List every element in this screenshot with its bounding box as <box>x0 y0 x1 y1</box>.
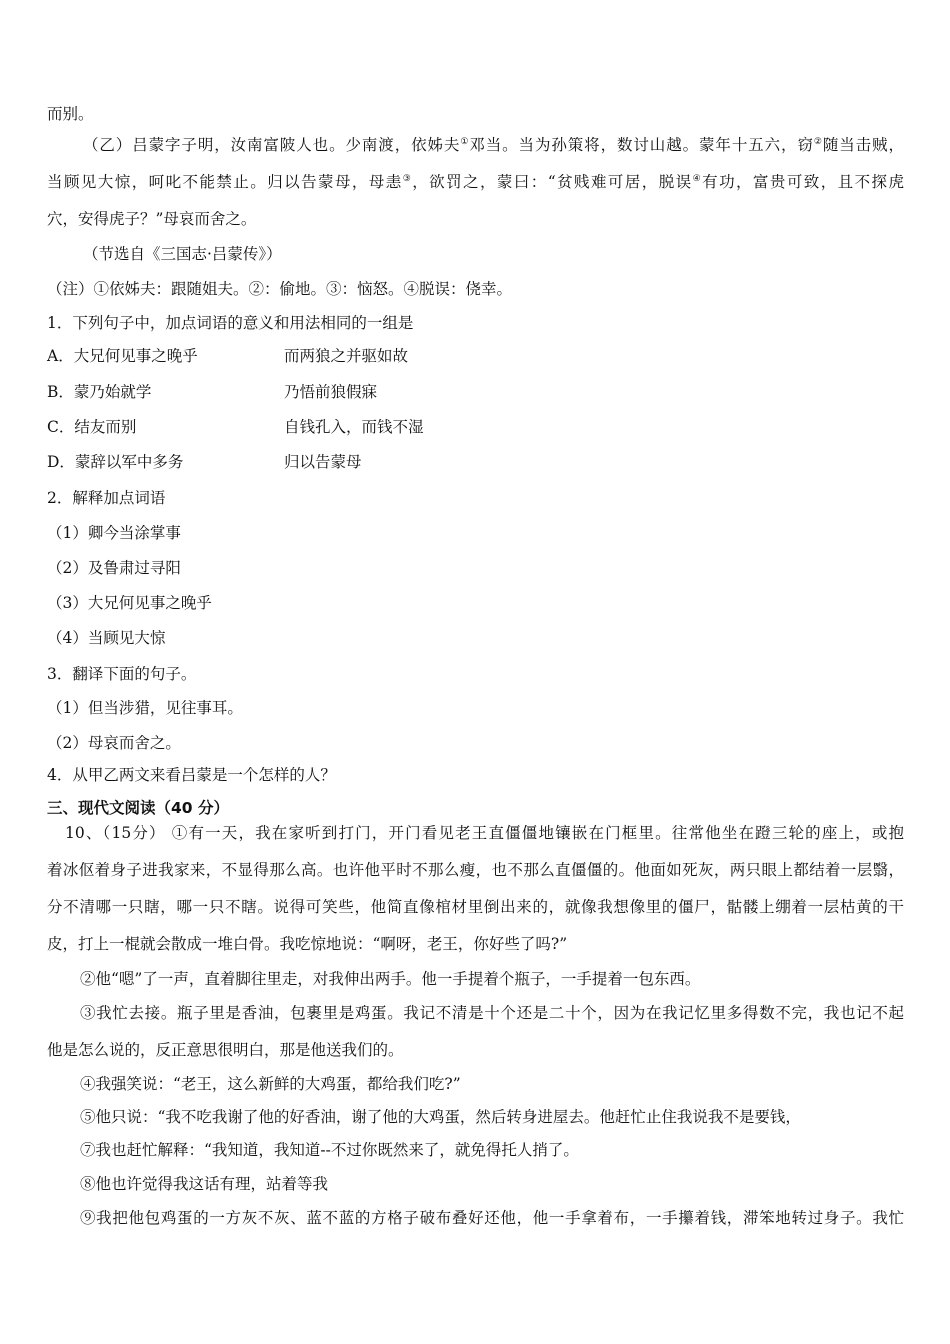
passage-b-line-3: 穴，安得虎子？”母哀而舍之。 <box>47 210 257 228</box>
reading-line: 分不清哪一只瞎，哪一只不瞎。说得可笑些，他简直像棺材里倒出来的，就像我想像里的僵尸，骷髅上绷着一层枯黄的干 <box>47 898 904 916</box>
question-1-stem: 1．下列句子中，加点词语的意义和用法相同的一组是 <box>47 314 414 332</box>
question-3-item: （2）母哀而舍之。 <box>47 734 181 752</box>
reading-line: ⑧他也许觉得我这话有理，站着等我 <box>80 1175 329 1193</box>
option-a-left: A．大兄何见事之晚乎 <box>47 347 198 365</box>
question-2-stem: 2．解释加点词语 <box>47 489 166 507</box>
reading-line: ⑤他只说：“我不吃我谢了他的好香油，谢了他的大鸡蛋，然后转身进屋去。他赶忙止住我说我不是要钱， <box>80 1108 801 1126</box>
option-b-left: B．蒙乃始就学 <box>47 383 152 401</box>
question-2-item: （3）大兄何见事之晚乎 <box>47 594 212 612</box>
option-b-right: 乃悟前狼假寐 <box>284 383 378 401</box>
question-2-item: （1）卿今当涂掌事 <box>47 524 181 542</box>
option-c-right: 自钱孔入，而钱不湿 <box>284 418 424 436</box>
question-3-stem: 3．翻译下面的句子。 <box>47 665 197 683</box>
question-2-item: （2）及鲁肃过寻阳 <box>47 559 181 577</box>
question-2-item: （4）当顾见大惊 <box>47 629 166 647</box>
option-c-left: C．结友而别 <box>47 418 137 436</box>
reading-line: ⑨我把他包鸡蛋的一方灰不灰、蓝不蓝的方格子破布叠好还他，他一手拿着布，一手攥着钱，滞笨地转过身子。我忙 <box>80 1209 904 1227</box>
reading-line: 皮，打上一棍就会散成一堆白骨。我吃惊地说：“啊呀，老王，你好些了吗?” <box>47 935 568 953</box>
passage-source: （节选自《三国志·吕蒙传》） <box>83 245 282 263</box>
reading-line: 他是怎么说的，反正意思很明白，那是他送我们的。 <box>47 1041 404 1059</box>
passage-b-line-2: 当顾见大惊，呵叱不能禁止。归以告蒙母，母恚③，欲罚之，蒙曰：“贫贱难可居，脱误④有功，富贵可致，且不探虎 <box>47 173 904 191</box>
reading-line: ③我忙去接。瓶子里是香油，包裹里是鸡蛋。我记不清是十个还是二十个，因为在我记忆里多得数不完，我也记不起 <box>80 1004 904 1022</box>
annotation-notes: （注）①依姊夫：跟随姐夫。②：偷地。③：恼怒。④脱误：侥幸。 <box>47 280 513 298</box>
reading-line: 着冰伛着身子进我家来，不显得那么高。也许他平时不那么瘦，也不那么直僵僵的。他面如死灰，两只眼上都结着一层翳， <box>47 861 904 879</box>
option-d-right: 归以告蒙母 <box>284 453 362 471</box>
reading-line: ⑦我也赶忙解释：“我知道，我知道--不过你既然来了，就免得托人捎了。 <box>80 1141 579 1159</box>
reading-line: ②他“嗯”了一声，直着脚往里走，对我伸出两手。他一手提着个瓶子，一手提着一包东西。 <box>80 970 701 988</box>
passage-b-line-1: （乙）吕蒙字子明，汝南富陂人也。少南渡，依姊夫①邓当。当为孙策将，数讨山越。蒙年十五六，窃②随当击贼， <box>83 136 904 154</box>
reading-line: 10、（15分） ①有一天，我在家听到打门，开门看见老王直僵僵地镶嵌在门框里。往常他坐在蹬三轮的座上，或抱 <box>65 824 904 842</box>
reading-line: ④我强笑说：“老王，这么新鲜的大鸡蛋，都给我们吃?” <box>80 1075 461 1093</box>
section-3-heading: 三、现代文阅读（40 分） <box>47 799 229 817</box>
question-4-stem: 4．从甲乙两文来看吕蒙是一个怎样的人？ <box>47 766 336 784</box>
option-d-left: D．蒙辞以军中多务 <box>47 453 184 471</box>
question-3-item: （1）但当涉猎，见往事耳。 <box>47 699 243 717</box>
option-a-right: 而两狼之并驱如故 <box>284 347 409 365</box>
passage-a-tail: 而别。 <box>47 105 94 123</box>
